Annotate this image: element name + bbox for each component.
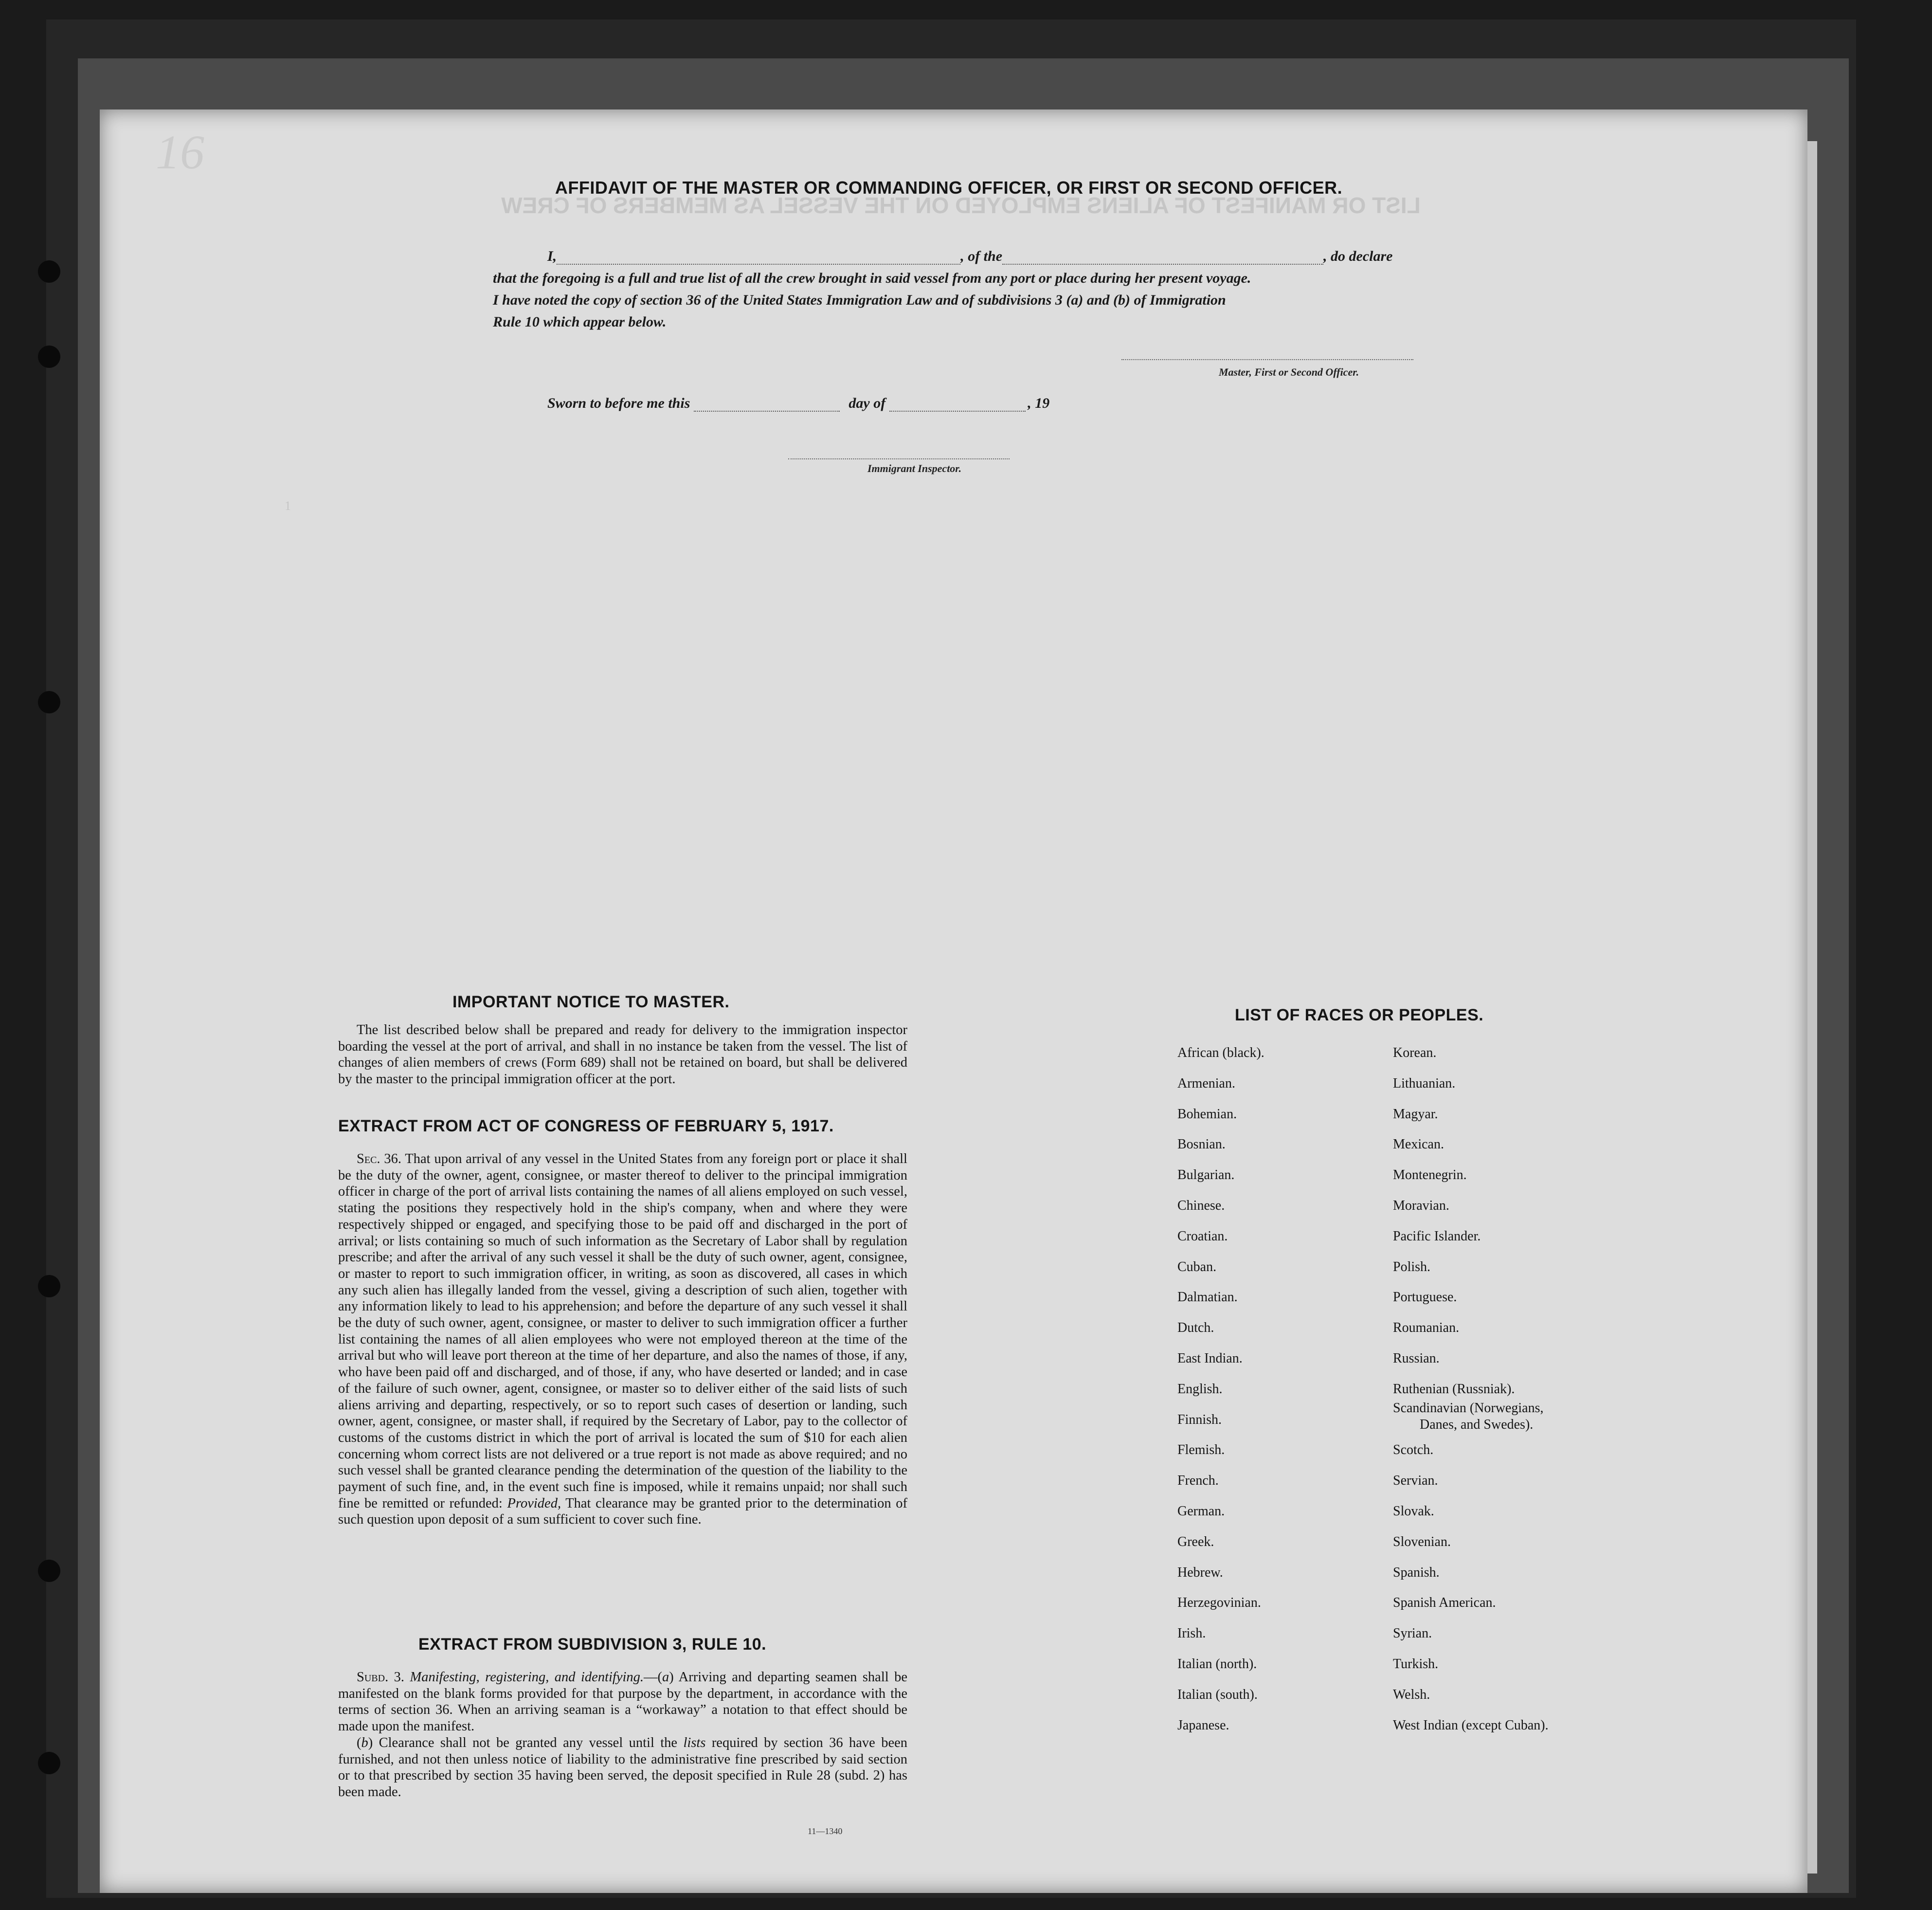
race-item: Lithuanian. (1393, 1075, 1456, 1091)
rule-title: EXTRACT FROM SUBDIVISION 3, RULE 10. (418, 1635, 767, 1654)
declaration-line (547, 248, 1392, 265)
binder-hole-icon (38, 1560, 60, 1582)
race-item: Spanish. (1393, 1564, 1440, 1580)
act-text (338, 1151, 907, 1528)
inspector-label: Immigrant Inspector. (867, 462, 962, 474)
race-item: Turkish. (1393, 1656, 1439, 1672)
race-item: Montenegrin. (1393, 1167, 1467, 1183)
declaration-do-declare: , do declare (1323, 248, 1393, 264)
binder-hole-icon (38, 691, 60, 713)
binder-hole-icon (38, 1275, 60, 1297)
rule-b-open: ( (357, 1735, 361, 1750)
race-item: Scotch. (1393, 1442, 1434, 1458)
race-item: Welsh. (1393, 1687, 1430, 1702)
name-blank[interactable] (557, 264, 960, 265)
notice-paragraph: The list described below shall be prepared and ready for delivery to the immigration inspector boarding the vessel at the port of arrival, and shall in no instance be taken from the vessel. The list of changes of alien members of crews (Form 689) shall not be retained on board, but shall be delivered by the master to the principal immigration officer at the port. (338, 1022, 907, 1087)
race-item: West Indian (except Cuban). (1393, 1717, 1549, 1733)
race-item: Herzegovinian. (1177, 1595, 1261, 1611)
race-item: African (black). (1177, 1045, 1264, 1060)
inspector-signature-line[interactable] (788, 458, 1010, 459)
race-item: Armenian. (1177, 1075, 1235, 1091)
race-item: Finnish. (1177, 1412, 1222, 1427)
race-item: Mexican. (1393, 1137, 1444, 1152)
race-item: Danes, and Swedes). (1420, 1417, 1534, 1432)
declaration-of-the: , of the (960, 248, 1003, 264)
year-text: , 19 (1028, 395, 1050, 411)
rule-dash: —( (644, 1670, 663, 1685)
race-item: Slovenian. (1393, 1534, 1451, 1549)
race-item: Servian. (1393, 1473, 1438, 1489)
race-item: Dalmatian. (1177, 1290, 1238, 1305)
race-item: Italian (south). (1177, 1687, 1258, 1702)
master-label: Master, First or Second Officer. (1219, 366, 1359, 378)
race-item: Croatian. (1177, 1228, 1228, 1244)
race-item: Dutch. (1177, 1320, 1214, 1336)
manifest-page (100, 109, 1807, 1893)
sworn-day-blank[interactable] (694, 411, 840, 412)
race-item: German. (1177, 1504, 1225, 1519)
rule-b: b (361, 1735, 368, 1750)
race-item: Chinese. (1177, 1198, 1225, 1213)
section-36-text-2: That clearance may be granted prior to the determination of such question upon deposit of a sum sufficient to cover such fine. (338, 1495, 907, 1528)
show-through-text: LIST OR MANIFEST OF ALIENS EMPLOYED ON THE VESSEL AS MEMBERS OF CREW (501, 193, 1421, 218)
master-signature-line[interactable] (1121, 359, 1413, 360)
notice-title: IMPORTANT NOTICE TO MASTER. (452, 993, 730, 1011)
binder-hole-icon (38, 260, 60, 283)
race-item: Spanish American. (1393, 1595, 1496, 1611)
binder-hole-icon (38, 1752, 60, 1774)
race-item: Roumanian. (1393, 1320, 1460, 1336)
show-through-text: 1 (285, 499, 636, 513)
affidavit-title: AFFIDAVIT OF THE MASTER OR COMMANDING OFFICER, OR FIRST OR SECOND OFFICER. (555, 178, 1343, 198)
race-item: Polish. (1393, 1259, 1431, 1274)
section-label: Sec. 36. (357, 1151, 402, 1166)
race-item: Magyar. (1393, 1106, 1438, 1122)
race-item: Russian. (1393, 1351, 1440, 1366)
race-item: Korean. (1393, 1045, 1437, 1060)
page-number-mark: 16 (156, 125, 204, 179)
race-item: French. (1177, 1473, 1219, 1489)
race-item: Moravian. (1393, 1198, 1449, 1213)
rule-b-text-2: required by section 36 have been furnished, and not then unless notice of liability to the administrative fine prescribed by said section or to that prescribed by section 35 having been served, the deposit specified in Rule 28 (subd. 2) has been made. (338, 1735, 908, 1800)
race-item: Italian (north). (1177, 1656, 1257, 1672)
races-title: LIST OF RACES OR PEOPLES. (1235, 1006, 1484, 1024)
rule-a: a (662, 1670, 669, 1685)
race-item: Bulgarian. (1177, 1167, 1235, 1183)
race-item: Cuban. (1177, 1259, 1217, 1274)
race-item: Portuguese. (1393, 1290, 1457, 1305)
notice-text (338, 1022, 907, 1088)
section-36-text: That upon arrival of any vessel in the United States from any foreign port or place it shall be the duty of the owner, agent, consignee, or master thereof to deliver to the principal immigration officer in charge of the port of arrival lists containing the names of all aliens employed on such vessel, stating the positions they respectively hold in the ship's company, when and where they were respectively shipped or engaged, and specifying those to be paid off and discharged in the port of arrival; or lists containing so much of such information as the Secretary of Labor shall by regulation prescribe; and after the arrival of any such vessel it shall be the duty of such owner, agent, consignee, or master to report to such immigration officer, in writing, as soon as discovered, all cases in which any such alien has illegally landed from the vessel, giving a description of such alien, together with any information likely to lead to his apprehension; and before the departure of any such vessel it shall be the duty of such owner, agent, consignee, or master to deliver to such immigration officer a further list containing the names of all alien employees who were not employed thereon at the time of the arrival but who will leave port thereon at the time of her departure, and also the names of those, if any, who have been paid off and discharged, and of those, if any, who have deserted or landed; and in case of the failure of such owner, agent, consignee, or master so to deliver either of the said lists of such aliens arriving and departing, respectively, or so to report such cases of desertion or landing, such owner, agent, consignee, or master shall, if required by the Secretary of Labor, pay to the collector of customs of the customs district in which the port of arrival is located the sum of $10 for each alien concerning whom correct lists are not delivered or a true report is not made as above required; and no such vessel shall be granted clearance pending the determination of the question of the liability to the payment of such fine, and, in the event such fine is imposed, while it remains unpaid; nor shall such fine be remitted or refunded: (338, 1151, 907, 1511)
vessel-blank[interactable] (1002, 264, 1323, 265)
race-item: Greek. (1177, 1534, 1214, 1549)
race-item: Bosnian. (1177, 1137, 1226, 1152)
rule-a-text: ) Arriving and departing seamen shall be manifested on the blank forms provided for that purpose by the department, in accordance with the terms of section 36. When an arriving seaman is a “workaway” a notation to that effect should be made upon the manifest. (338, 1670, 908, 1734)
declaration-line-4: Rule 10 which appear below. (493, 314, 667, 330)
provided-word: Provided, (507, 1495, 561, 1511)
act-title: EXTRACT FROM ACT OF CONGRESS OF FEBRUARY 5, 1917. (338, 1117, 834, 1135)
rule-text (338, 1669, 907, 1801)
sworn-text: Sworn to before me this (547, 395, 690, 411)
race-item: Ruthenian (Russniak). (1393, 1381, 1515, 1397)
race-item: Flemish. (1177, 1442, 1225, 1458)
sworn-line (547, 395, 1049, 412)
sworn-month-blank[interactable] (889, 411, 1026, 412)
race-item: Scandinavian (Norwegians, (1393, 1400, 1544, 1416)
day-of-text: day of (849, 395, 886, 411)
rule-heading: Manifesting, registering, and identifying. (410, 1670, 644, 1685)
race-item: Irish. (1177, 1626, 1206, 1641)
declaration-line-3: I have noted the copy of section 36 of the United States Immigration Law and of subdivisions 3 (a) and (b) of Immigration (493, 292, 1226, 308)
race-item: East Indian. (1177, 1351, 1243, 1366)
form-code: 11—1340 (808, 1826, 843, 1836)
binder-hole-icon (38, 346, 60, 368)
declaration-i: I, (547, 248, 557, 264)
race-item: Bohemian. (1177, 1106, 1237, 1122)
race-item: Slovak. (1393, 1504, 1434, 1519)
declaration-line-2: that the foregoing is a full and true list of all the crew brought in said vessel from any port or place during her present voyage. (493, 270, 1251, 286)
race-item: Japanese. (1177, 1717, 1229, 1733)
subd-label: Subd. 3. (357, 1670, 405, 1685)
rule-lists: lists (683, 1735, 706, 1750)
race-item: English. (1177, 1381, 1223, 1397)
rule-b-text: ) Clearance shall not be granted any vessel until the (368, 1735, 678, 1750)
race-item: Syrian. (1393, 1626, 1432, 1641)
race-item: Pacific Islander. (1393, 1228, 1481, 1244)
race-item: Hebrew. (1177, 1564, 1223, 1580)
